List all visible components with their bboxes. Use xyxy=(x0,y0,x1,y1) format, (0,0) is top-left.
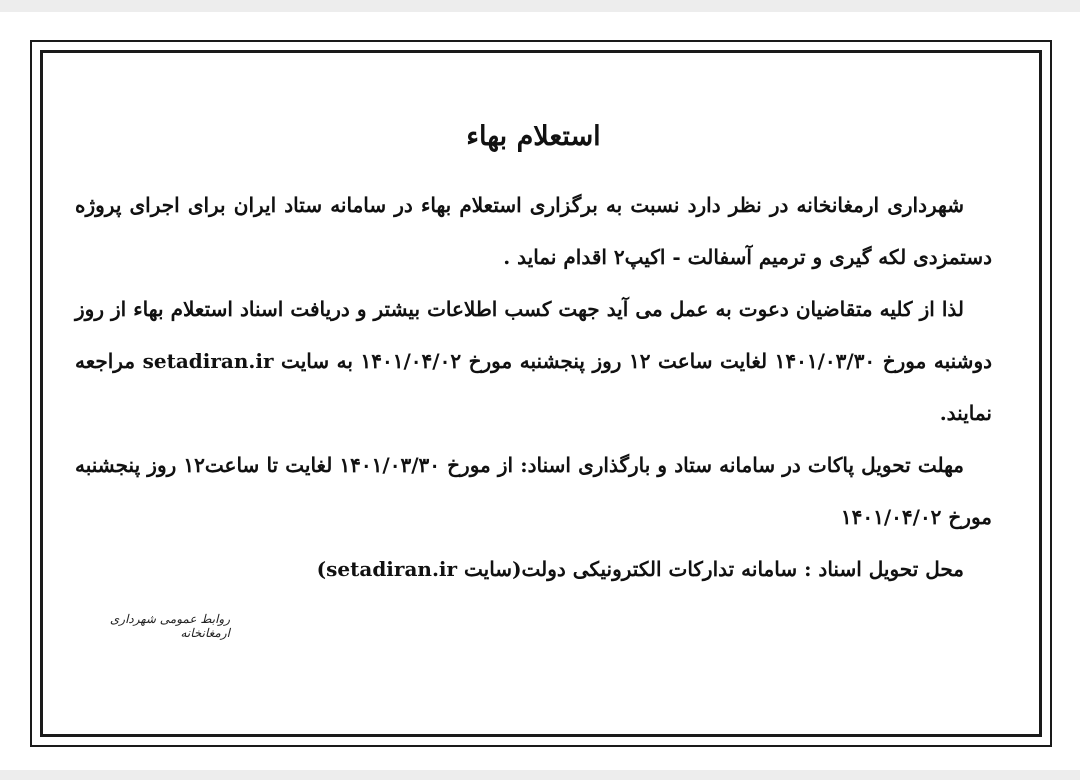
notice-paragraph-delivery-place: محل تحویل اسناد : سامانه تدارکات الکترونیکی دولت(سایت setadiran.ir) xyxy=(316,557,964,581)
notice-body xyxy=(75,115,992,595)
bottom-margin-strip xyxy=(0,770,1080,780)
notice-paragraph-intro: شهرداری ارمغانخانه در نظر دارد نسبت به برگزاری استعلام بهاء در سامانه ستاد ایران برای اجرای پروژه دستمزدی لکه گیری و ترمیم آسفالت - اکیپ۲ اقدام نماید . xyxy=(75,193,992,269)
notice-paragraph-invitation: لذا از کلیه متقاضیان دعوت به عمل می آید جهت کسب اطلاعات بیشتر و دریافت اسناد استعلام بهاء از روز دوشنبه مورخ ۱۴۰۱/۰۳/۳۰ لغایت ساعت ۱۲ روز پنجشنبه مورخ ۱۴۰۱/۰۴/۰۲ به سایت setadiran.ir مراجعه نمایند. xyxy=(75,297,993,425)
notice-title: استعلام بهاء xyxy=(466,121,601,152)
top-margin-strip xyxy=(0,0,1080,12)
notice-paragraph-deadline: مهلت تحویل پاکات در سامانه ستاد و بارگذاری اسناد: از مورخ ۱۴۰۱/۰۳/۳۰ لغایت تا ساعت۱۲ روز پنجشنبه مورخ ۱۴۰۱/۰۴/۰۲ xyxy=(75,453,992,529)
public-relations-signature: روابط عمومی شهرداری ارمغانخانه xyxy=(109,612,230,640)
